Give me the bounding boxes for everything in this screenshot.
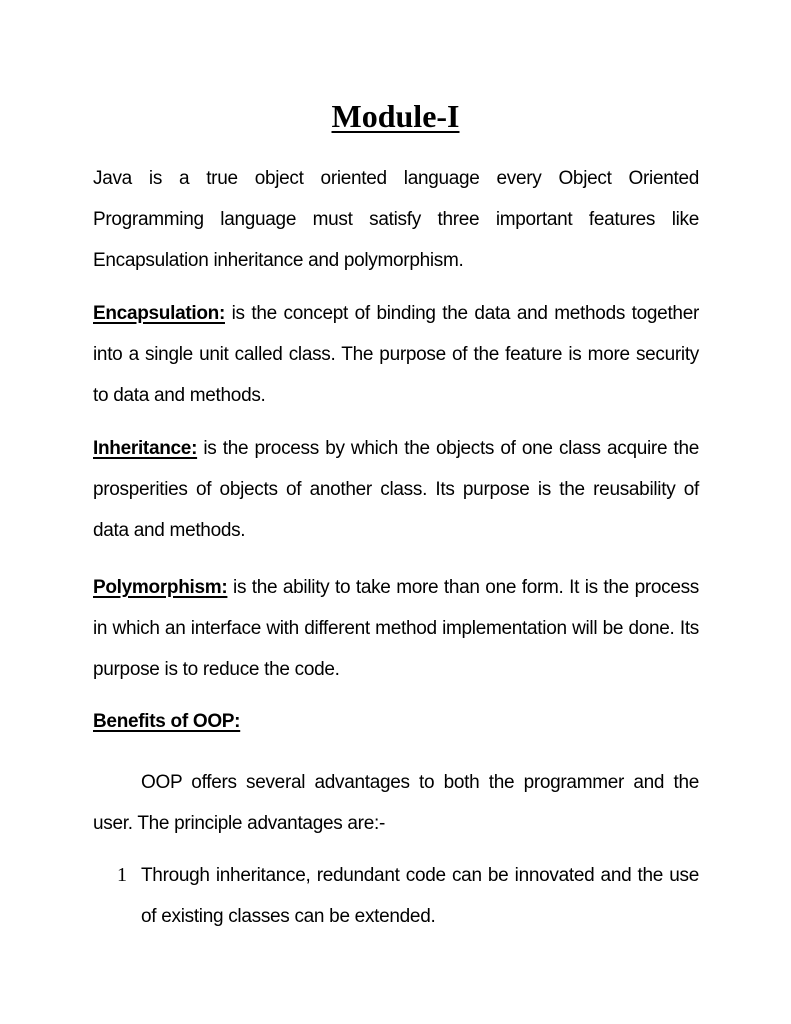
polymorphism-definition: is the ability to take more than one form. It is the process in which an interface with different method implementation will be done. Its purpose is to reduce the code. <box>93 577 699 680</box>
polymorphism-term: Polymorphism: <box>93 577 228 598</box>
inheritance-term: Inheritance: <box>93 438 198 459</box>
polymorphism-paragraph <box>93 567 699 690</box>
page-title <box>0 96 791 136</box>
intro-paragraph: Java is a true object oriented language every Object Oriented Programming language must satisfy three important features like Encapsulation inheritance and polymorphism. <box>93 168 699 271</box>
inheritance-paragraph <box>93 428 699 551</box>
benefits-heading: Benefits of OOP: <box>93 711 241 732</box>
encapsulation-definition: is the concept of binding the data and methods together into a single unit called class. The purpose of the feature is more security to data and methods. <box>93 303 699 406</box>
benefits-intro-paragraph: OOP offers several advantages to both the programmer and the user. The principle advantages are:- <box>93 772 699 834</box>
encapsulation-term: Encapsulation: <box>93 303 225 324</box>
list-item-text: Through inheritance, redundant code can be innovated and the use of existing classes can be extended. <box>141 865 699 927</box>
page-title-text: Module-I <box>331 98 460 134</box>
encapsulation-paragraph <box>93 293 699 416</box>
inheritance-definition: is the process by which the objects of one class acquire the prosperities of objects of another class. Its purpose is the reusability of data and methods. <box>93 438 699 541</box>
advantage-list-item <box>117 855 699 937</box>
list-item-number: 1 <box>117 864 127 886</box>
